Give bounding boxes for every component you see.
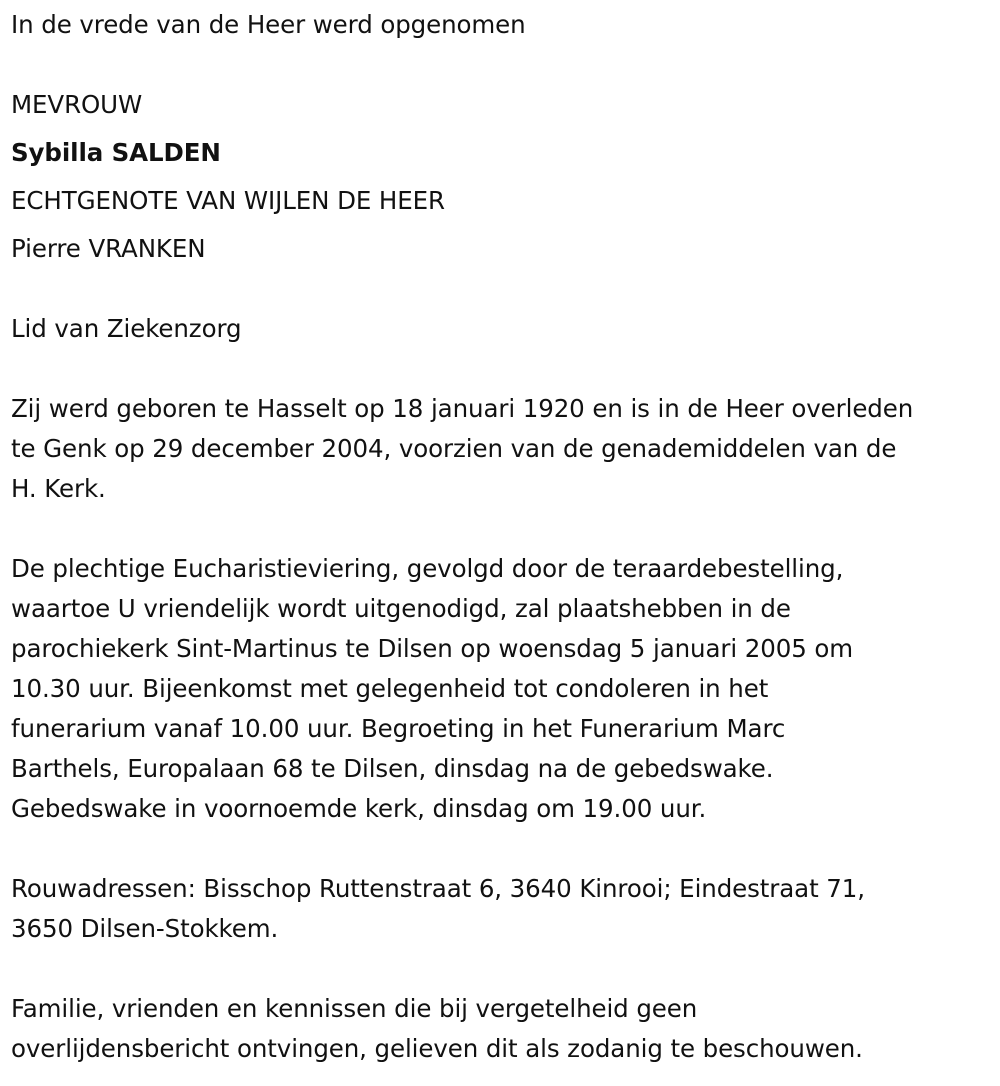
paragraph-line: 10.30 uur. Bijeenkomst met gelegenheid tot condoleren in het [11, 674, 769, 703]
paragraph-line: Familie, vrienden en kennissen die bij vergetelheid geen [11, 994, 698, 1023]
paragraph-line: te Genk op 29 december 2004, voorzien van de genademiddelen van de [11, 434, 897, 463]
paragraph-line: Zij werd geboren te Hasselt op 18 januari 1920 en is in de Heer overleden [11, 394, 914, 423]
obituary-notice [11, 0, 996, 1069]
salutation: MEVROUW [11, 90, 143, 119]
spacer [11, 45, 996, 85]
spacer [11, 829, 996, 869]
paragraph-line: Rouwadressen: Bisschop Ruttenstraat 6, 3640 Kinrooi; Eindestraat 71, [11, 874, 865, 903]
paragraph-line: H. Kerk. [11, 474, 106, 503]
deceased-name: Sybilla SALDEN [11, 138, 221, 167]
spacer [11, 269, 996, 309]
ceremony-paragraph [11, 549, 996, 829]
membership-line: Lid van Ziekenzorg [11, 314, 242, 343]
paragraph-line: De plechtige Eucharistieviering, gevolgd door de teraardebestelling, [11, 554, 844, 583]
birth-death-paragraph [11, 389, 996, 509]
paragraph-line: Barthels, Europalaan 68 te Dilsen, dinsdag na de gebedswake. [11, 754, 774, 783]
addresses-paragraph [11, 869, 996, 949]
intro-line: In de vrede van de Heer werd opgenomen [11, 10, 526, 39]
paragraph-line: waartoe U vriendelijk wordt uitgenodigd, zal plaatshebben in de [11, 594, 791, 623]
paragraph-line: Gebedswake in voornoemde kerk, dinsdag om 19.00 uur. [11, 794, 707, 823]
paragraph-line: funerarium vanaf 10.00 uur. Begroeting in het Funerarium Marc [11, 714, 786, 743]
spouse-name: Pierre VRANKEN [11, 234, 206, 263]
paragraph-line: overlijdensbericht ontvingen, gelieven dit als zodanig te beschouwen. [11, 1034, 863, 1063]
paragraph-line: parochiekerk Sint-Martinus te Dilsen op woensdag 5 januari 2005 om [11, 634, 854, 663]
spacer [11, 509, 996, 549]
closing-paragraph [11, 989, 996, 1069]
spacer [11, 949, 996, 989]
relation-line: ECHTGENOTE VAN WIJLEN DE HEER [11, 186, 445, 215]
spacer [11, 349, 996, 389]
paragraph-line: 3650 Dilsen-Stokkem. [11, 914, 279, 943]
